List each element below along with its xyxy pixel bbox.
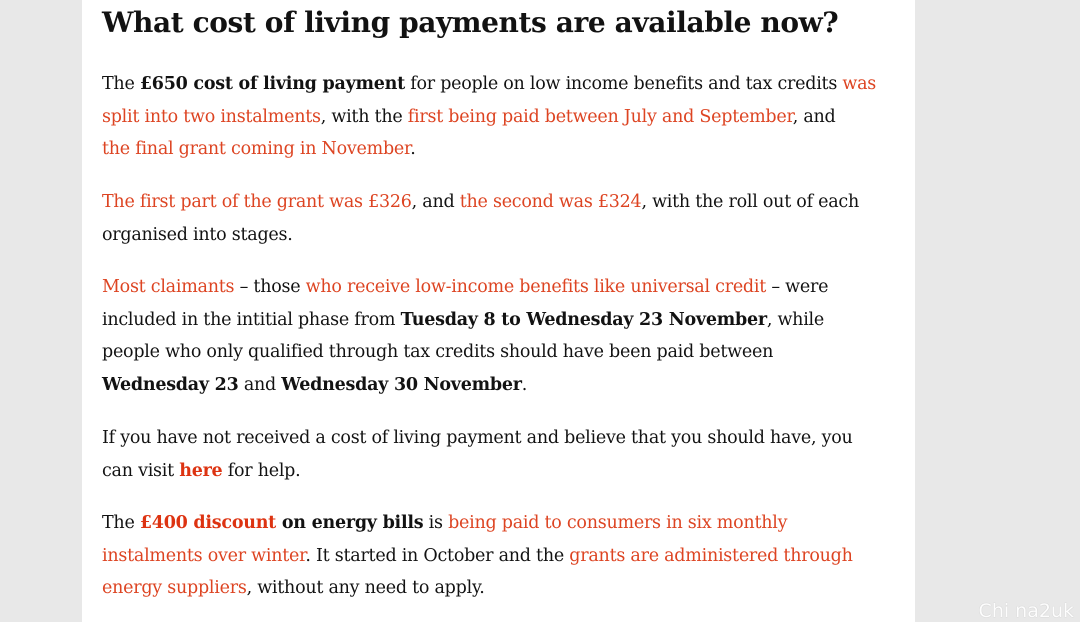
paragraph-grant-parts [102,186,902,251]
bold-text: on energy bills [276,513,424,533]
bold-date: Wednesday 30 November [281,374,522,395]
text: and [238,374,282,395]
text-line [102,186,902,219]
link-first-part[interactable]: The first part of the grant was £326 [102,192,412,212]
text: , while [766,309,825,330]
link-energy-suppliers[interactable]: energy suppliers [102,578,247,599]
text-line [102,101,902,134]
text-line [102,304,902,337]
text: If you have not received a cost of living payment and believe that you should have, you [102,428,853,448]
link-split-instalments[interactable]: was [842,74,877,94]
text: people who only qualified through tax credits should have been paid between [102,342,774,363]
link-second-part[interactable]: the second was £324 [459,192,642,212]
text: included in the intitial phase from [102,309,401,330]
text-line [102,219,902,252]
link-here[interactable]: here [179,460,223,481]
link-400-discount[interactable]: £400 discount [139,513,277,533]
text: – those [234,277,306,297]
text: . [410,139,416,160]
link-monthly-instalments[interactable]: instalments over winter [102,545,306,566]
text-line [102,68,902,101]
paragraph-energy-discount [102,507,902,605]
text: for people on low income benefits and tax credits [404,74,843,94]
bold-text: cost of living payment [187,74,405,94]
link-low-income-benefits[interactable]: who receive low-income benefits like universal credit [305,277,767,297]
text-line [102,336,902,369]
text: , and [411,192,460,212]
text: The [102,74,140,94]
link-energy-suppliers[interactable]: grants are administered through [569,545,853,566]
link-first-payment[interactable]: first being paid between July and September [407,106,793,127]
text-line [102,572,902,605]
text: . [521,374,528,395]
text-line [102,271,902,304]
section-heading: What cost of living payments are available now? [102,6,839,39]
bold-dates: Tuesday 8 to Wednesday 23 November [400,309,767,330]
text-line [102,133,902,166]
text: , and [792,106,836,127]
link-final-grant[interactable]: the final grant coming in November [102,139,411,160]
text-line [102,422,902,455]
text-line [102,540,902,573]
paragraph-650-payment [102,68,902,166]
bold-date: Wednesday 23 [102,374,239,395]
text-line [102,369,902,402]
paragraph-claimants [102,271,902,401]
text: . It started in October and the [305,545,570,566]
text: , without any need to apply. [246,578,485,599]
watermark: Chi na2uk [978,600,1074,622]
link-monthly-instalments[interactable]: being paid to consumers in six monthly [448,513,788,533]
text-line [102,507,902,540]
text: , with the roll out of each [641,192,859,212]
text: , with the [320,106,408,127]
text: – were [766,277,829,297]
link-split-instalments[interactable]: split into two instalments [102,106,321,127]
paragraph-help [102,422,902,487]
text: for help. [222,460,301,481]
bold-amount: £650 [139,74,188,94]
text-line [102,455,902,488]
text: can visit [102,460,180,481]
text: The [102,513,140,533]
text: organised into stages. [102,224,293,245]
article-body [82,0,915,622]
text: is [423,513,449,533]
link-most-claimants[interactable]: Most claimants [102,277,235,297]
